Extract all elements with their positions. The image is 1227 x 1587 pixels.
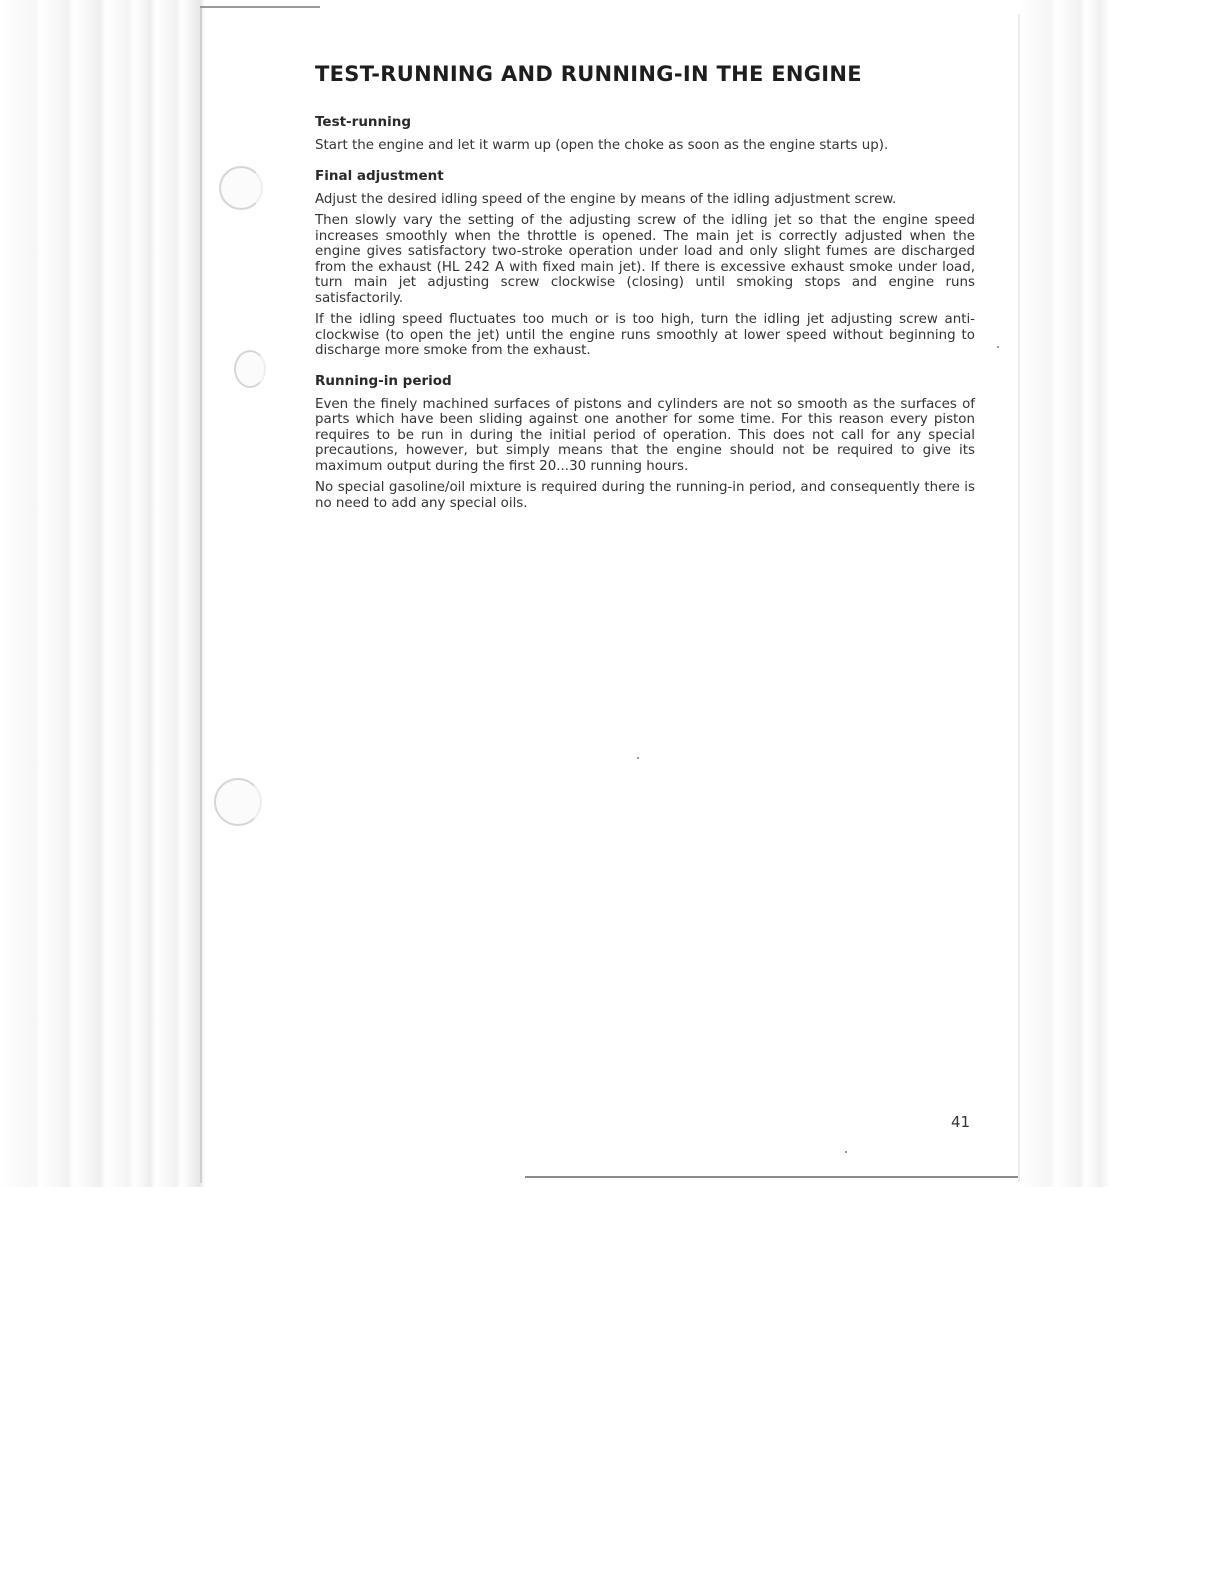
section-heading: Running-in period — [315, 372, 452, 389]
document-body — [315, 62, 975, 525]
scan-speck — [997, 346, 999, 348]
scan-speck — [845, 1151, 847, 1153]
punch-hole-icon — [219, 166, 263, 210]
paragraph: Even the finely machined surfaces of pistons and cylinders are not so smooth as the surfaces of parts which have been sliding against one another for some time. For this reason every piston requires to be run in during the initial period of operation. This does not call for any special precautions, however, but simply means that the engine should not be required to give its maximum output during the first 20...30 running hours. — [315, 396, 975, 474]
paragraph: Start the engine and let it warm up (open the choke as soon as the engine starts up). — [315, 138, 889, 153]
section-running-in-period — [315, 373, 975, 512]
section-heading: Test-running — [315, 114, 412, 130]
page-edge-bottom — [525, 1176, 1018, 1178]
paragraph: Adjust the desired idling speed of the engine by means of the idling adjustment screw. — [315, 191, 897, 207]
paragraph: No special gasoline/oil mixture is required during the running-in period, and consequently there is no need to add any special oils. — [315, 480, 975, 511]
right-margin-shadow — [1020, 0, 1110, 1187]
section-test-running — [315, 114, 975, 154]
paragraph: Then slowly vary the setting of the adjusting screw of the idling jet so that the engine speed increases smoothly when the throttle is opened. The main jet is correctly adjusted when the engine gives satisfactory two-stroke operation under load and only slight fumes are discharged from the exhaust (HL 242 A with fixed main jet). If there is excessive exhaust smoke under load, turn main jet adjusting screw clockwise (closing) until smoking stops and engine runs satisfactorily. — [315, 213, 975, 306]
page-edge-left — [200, 8, 202, 1183]
page-number: 41 — [951, 1113, 971, 1131]
paragraph: If the idling speed fluctuates too much or is too high, turn the idling jet adjusting screw anti-clockwise (to open the jet) until the engine runs smoothly at lower speed without beginning to discharge more smoke from the exhaust. — [315, 312, 975, 358]
punch-hole-icon — [214, 778, 262, 826]
binder-spine-shadow — [0, 0, 205, 1187]
scan-speck — [637, 757, 639, 759]
page-edge-top — [200, 6, 320, 8]
punch-hole-icon — [234, 350, 266, 388]
section-heading: Final adjustment — [315, 167, 444, 184]
page-title: TEST-RUNNING AND RUNNING-IN THE ENGINE — [315, 62, 862, 86]
section-final-adjustment — [315, 168, 975, 359]
